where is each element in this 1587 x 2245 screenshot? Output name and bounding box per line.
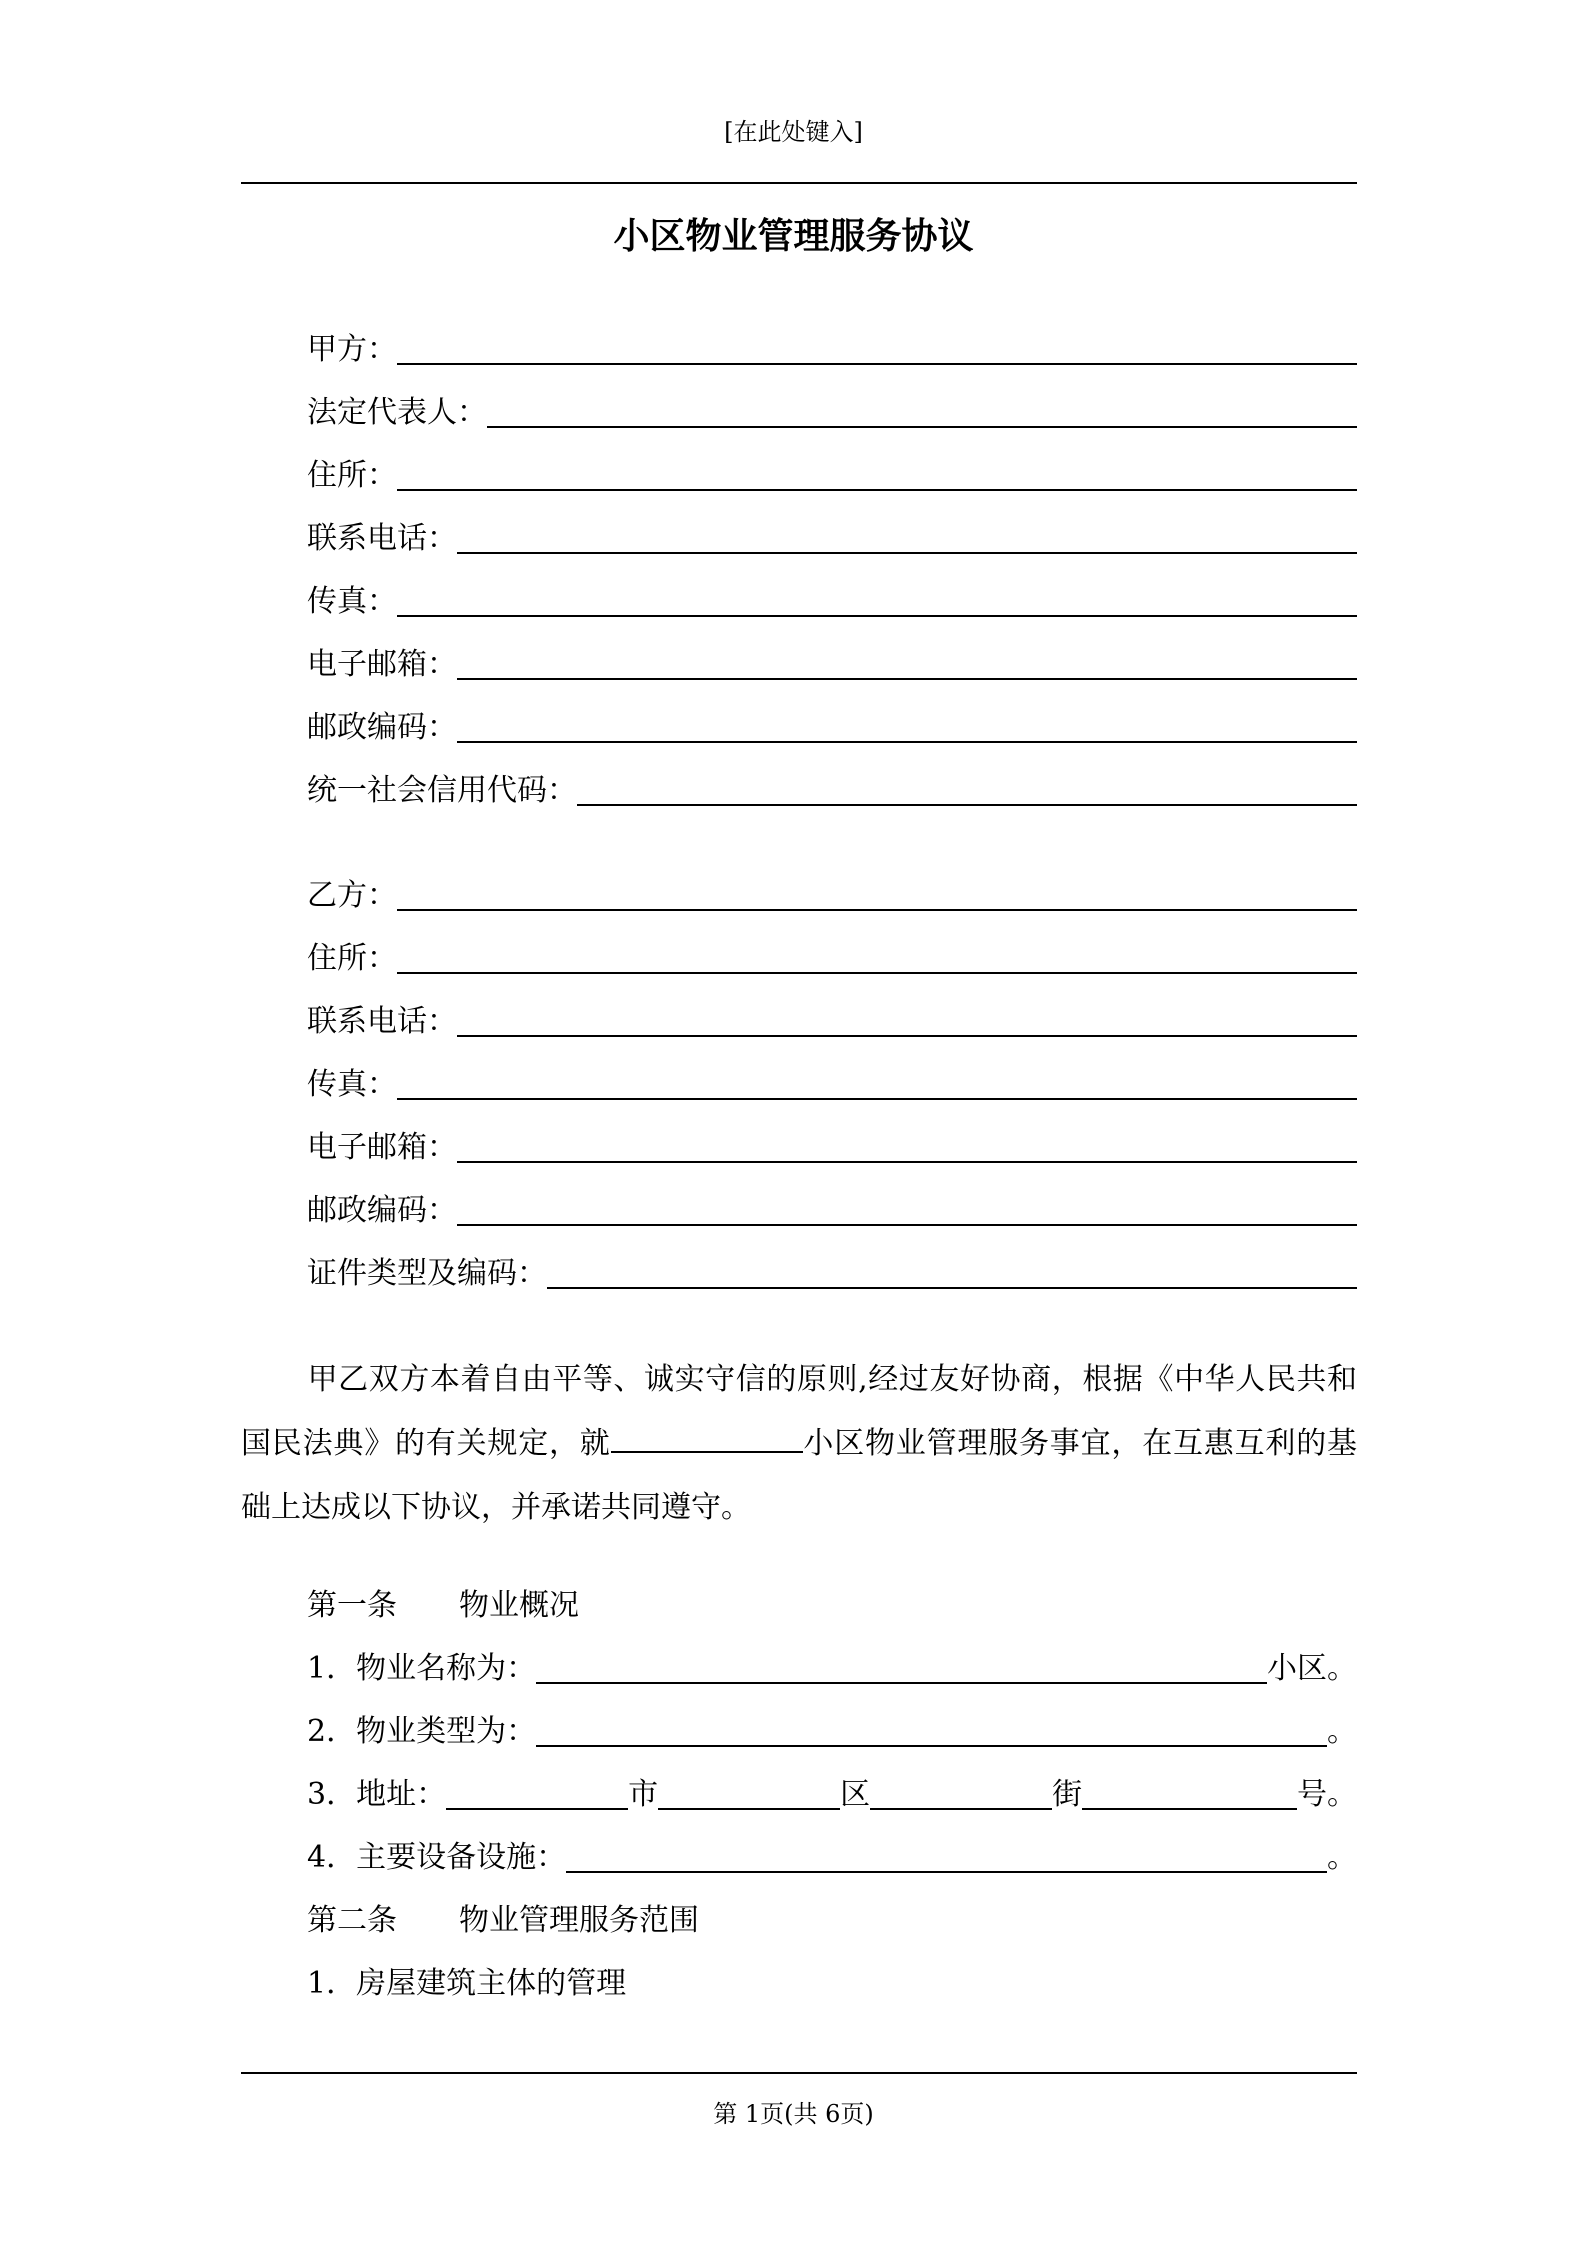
party-a-credit-code-field[interactable] (307, 769, 1357, 813)
item-label: 4．主要设备设施： (307, 1840, 567, 1875)
party-b-fax-field[interactable] (307, 1063, 1357, 1107)
fill-line[interactable] (397, 972, 1357, 974)
fill-line[interactable] (577, 804, 1357, 806)
field-label: 联系电话： (307, 521, 457, 556)
party-a-postcode-field[interactable] (307, 706, 1357, 750)
fill-line[interactable] (536, 1682, 1267, 1684)
party-b-address-field[interactable] (307, 937, 1357, 981)
item-label: 2．物业类型为： (307, 1714, 537, 1749)
fill-line[interactable] (566, 1871, 1327, 1873)
preamble-text-1: 甲乙双方本着自由平等、诚实守信的原则,经过友好协商，根据《中华人民共和国民法典》的有关规定，就 (241, 1362, 1357, 1461)
party-b-id-field[interactable] (307, 1252, 1357, 1296)
field-label: 证件类型及编码： (307, 1256, 547, 1291)
field-label: 联系电话： (307, 1004, 457, 1039)
item-suffix: 小区。 (1267, 1651, 1357, 1686)
party-b-name-field[interactable] (307, 874, 1357, 918)
number-label: 号。 (1297, 1777, 1357, 1812)
community-name-blank[interactable] (611, 1429, 803, 1453)
party-a-address-field[interactable] (307, 454, 1357, 498)
fill-line[interactable] (457, 1161, 1357, 1163)
party-a-legal-rep-field[interactable] (307, 391, 1357, 435)
party-a-name-field[interactable] (307, 328, 1357, 372)
field-label: 邮政编码： (307, 710, 457, 745)
party-b-phone-field[interactable] (307, 1000, 1357, 1044)
fill-line[interactable] (457, 1224, 1357, 1226)
district-blank[interactable] (658, 1808, 840, 1810)
party-b-postcode-field[interactable] (307, 1189, 1357, 1233)
party-a-fax-field[interactable] (307, 580, 1357, 624)
field-label: 电子邮箱： (307, 1130, 457, 1165)
preamble-paragraph (241, 1348, 1357, 1540)
city-blank[interactable] (446, 1808, 628, 1810)
field-label: 统一社会信用代码： (307, 773, 577, 808)
footer-rule (241, 2072, 1357, 2074)
district-label: 区 (840, 1777, 871, 1812)
fill-line[interactable] (397, 615, 1357, 617)
address-item[interactable] (307, 1773, 1357, 1817)
article-title: 物业概况 (459, 1588, 579, 1623)
article-number: 第一条 (307, 1588, 397, 1623)
number-blank[interactable] (1082, 1808, 1297, 1810)
article-2-heading (307, 1899, 699, 1943)
fill-line[interactable] (536, 1745, 1327, 1747)
fill-line[interactable] (397, 1098, 1357, 1100)
document-title: 小区物业管理服务协议 (613, 215, 974, 257)
fill-line[interactable] (457, 1035, 1357, 1037)
item-suffix: 。 (1327, 1840, 1357, 1875)
fill-line[interactable] (457, 741, 1357, 743)
field-label: 电子邮箱： (307, 647, 457, 682)
field-label: 住所： (307, 458, 397, 493)
field-label: 传真： (307, 1067, 397, 1102)
field-label: 法定代表人： (307, 395, 487, 430)
header-rule (241, 182, 1357, 184)
field-label: 甲方： (307, 332, 397, 367)
item-suffix: 。 (1327, 1714, 1357, 1749)
city-label: 市 (628, 1777, 659, 1812)
property-type-item[interactable] (307, 1710, 1357, 1754)
fill-line[interactable] (397, 363, 1357, 365)
item-label: 1．物业名称为： (307, 1651, 537, 1686)
preamble-text-2: 小区物业管理服务事宜，在互惠互利的基础上达成以下协议，并承诺共同遵守。 (241, 1426, 1358, 1525)
field-label: 乙方： (307, 878, 397, 913)
field-label: 住所： (307, 941, 397, 976)
field-label: 传真： (307, 584, 397, 619)
street-blank[interactable] (870, 1808, 1052, 1810)
fill-line[interactable] (457, 678, 1357, 680)
article-title: 物业管理服务范围 (459, 1903, 699, 1938)
fill-line[interactable] (397, 909, 1357, 911)
fill-line[interactable] (457, 552, 1357, 554)
property-name-item[interactable] (307, 1647, 1357, 1691)
field-label: 邮政编码： (307, 1193, 457, 1228)
fill-line[interactable] (547, 1287, 1357, 1289)
street-label: 街 (1052, 1777, 1083, 1812)
party-a-email-field[interactable] (307, 643, 1357, 687)
page-header: [在此处键入] (724, 118, 863, 146)
item-label: 3．地址： (307, 1777, 447, 1812)
fill-line[interactable] (397, 489, 1357, 491)
party-a-phone-field[interactable] (307, 517, 1357, 561)
article-2-item-1: 1．房屋建筑主体的管理 (307, 1966, 627, 2001)
facilities-item[interactable] (307, 1836, 1357, 1880)
party-b-email-field[interactable] (307, 1126, 1357, 1170)
article-number: 第二条 (307, 1903, 397, 1938)
page-footer: 第 1页(共 6页) (713, 2100, 874, 2128)
fill-line[interactable] (487, 426, 1357, 428)
article-1-heading (307, 1584, 579, 1628)
